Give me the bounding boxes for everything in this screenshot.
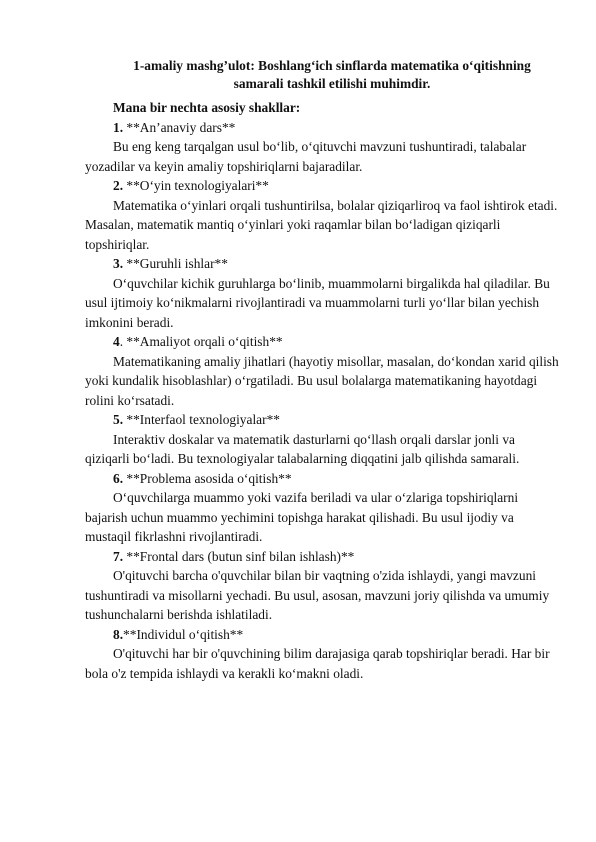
section-heading-5 xyxy=(85,410,560,430)
section-heading-6 xyxy=(85,469,560,489)
section-title: **Frontal dars (butun sinf bilan ishlash)** xyxy=(123,548,355,564)
section-number: 4 xyxy=(113,334,120,349)
section-title: **Guruhli ishlar** xyxy=(123,256,228,271)
section-body-4: Matematikaning amaliy jihatlari (hayotiy misollar, masalan, do‘kondan xarid qilish yoki kundalik hisoblashlar) o‘rgatiladi. Bu usul bolalarga matematikaning hayotdagi rolini ko‘rsatadi. xyxy=(85,353,559,408)
section-title: . **Amaliyot orqali o‘qitish** xyxy=(119,334,283,349)
section-heading-7 xyxy=(85,547,560,567)
section-heading-3 xyxy=(85,254,560,274)
section-body-7: O'qituvchi barcha o'quvchilar bilan bir vaqtning o'zida ishlaydi, yangi mavzuni tushuntiradi va misollarni yechadi. Bu usul, asosan, mavzuni joriy qilishda va umumiy tushunchalarni berishda ishlatiladi. xyxy=(85,568,550,622)
section-number: 8. xyxy=(113,626,124,642)
intro-line: Mana bir nechta asosiy shakllar: xyxy=(113,100,301,115)
section-body-5: Interaktiv doskalar va matematik dasturlarni qo‘llash orqali darslar jonli va qiziqarli bo‘ladi. Bu texnologiyalar talabalarning diqqatini jalb qilishda samarali. xyxy=(85,431,520,466)
section-title: **Interfaol texnologiyalar** xyxy=(123,412,280,427)
document-body xyxy=(85,98,560,683)
section-title: **Problema asosida o‘qitish** xyxy=(123,470,292,486)
section-number: 6. xyxy=(113,470,124,486)
section-number: 2. xyxy=(113,178,124,193)
section-title: **Individul o‘qitish** xyxy=(123,626,244,642)
section-number: 1. xyxy=(113,119,124,135)
section-body-6: O‘quvchilarga muammo yoki vazifa beriladi va ular o‘zlariga topshiriqlarni bajarish uchun muammo yechimini topishga harakat qilishadi. Bu usul ijodiy va mustaqil fikrlashni rivojlantiradi. xyxy=(85,490,519,544)
section-heading-2 xyxy=(85,176,560,196)
section-title: **An’anaviy dars** xyxy=(123,119,236,135)
section-number: 7. xyxy=(113,548,124,564)
document-title: 1-amaliy mashg’ulot: Boshlang‘ich sinflarda matematika o‘qitishning samarali tashkil etilishi muhimdir. xyxy=(133,58,531,91)
section-body-1: Bu eng keng tarqalgan usul bo‘lib, o‘qituvchi mavzuni tushuntiradi, talabalar yozadilar va keyin amaliy topshiriqlarni bajaradilar. xyxy=(85,139,527,174)
section-number: 5. xyxy=(113,412,124,427)
section-heading-4 xyxy=(85,332,560,352)
section-number: 3. xyxy=(113,256,124,271)
section-body-3: O‘quvchilar kichik guruhlarga bo‘linib, muammolarni birgalikda hal qiladilar. Bu usul ijtimoiy ko‘nikmalarni rivojlantiradi va muammolarni turli yo‘llar bilan yechish imkonini beradi. xyxy=(85,275,550,330)
section-heading-1 xyxy=(85,118,560,138)
section-title: **O‘yin texnologiyalari** xyxy=(123,178,269,193)
section-body-2: Matematika o‘yinlari orqali tushuntirilsa, bolalar qiziqarliroq va faol ishtirok etadi. Masalan, matematik mantiq o‘yinlari yoki raqamlar bilan bo‘ladigan qiziqarli topshiriqlar. xyxy=(85,197,558,252)
section-body-8: O'qituvchi har bir o'quvchining bilim darajasiga qarab topshiriqlar beradi. Har bir bola o'z tempida ishlaydi va kerakli ko‘makni oladi. xyxy=(85,646,550,681)
section-heading-8 xyxy=(85,625,560,645)
